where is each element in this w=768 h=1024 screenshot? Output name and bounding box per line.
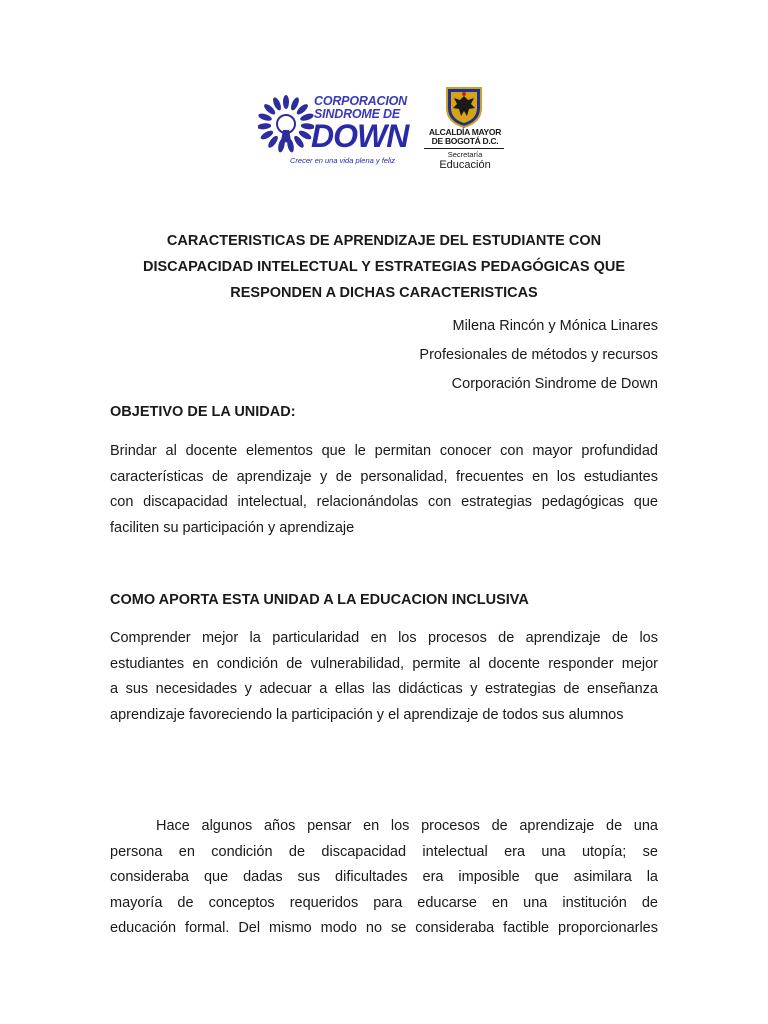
objetivo-line: Brindar al docente elementos que le permitan conocer con mayor profundidad (110, 443, 658, 459)
objetivo-line: con discapacidad intelectual, relacionándolas con estrategias pedagógicas que (110, 494, 658, 510)
alcaldia-logo-line2: DE BOGOTÁ D.C. (431, 136, 499, 146)
alcaldia-logo-line4: Educación (439, 159, 491, 171)
corporacion-logo-line3: DOWN (311, 118, 409, 154)
title-line-3: RESPONDEN A DICHAS CARACTERISTICAS (230, 285, 538, 301)
title-line-2: DISCAPACIDAD INTELECTUAL Y ESTRATEGIAS PEDAGÓGICAS QUE (142, 259, 626, 275)
aporte-line: Comprender mejor la particularidad en los procesos de aprendizaje de los (110, 630, 658, 646)
aporte-heading: COMO APORTA ESTA UNIDAD A LA EDUCACION INCLUSIVA (110, 592, 529, 608)
corporacion-logo-line2: SINDROME DE (314, 107, 401, 121)
objetivo-line: faciliten su participación y aprendizaje (110, 519, 355, 536)
authors-names: Milena Rincón y Mónica Linares (452, 318, 658, 334)
body-line: mayoría de conceptos requeridos para educarse en una institución de (110, 894, 658, 911)
objetivo-heading: OBJETIVO DE LA UNIDAD: (110, 404, 296, 420)
alcaldia-logo-divider (424, 148, 504, 149)
alcaldia-bogota-logo (418, 86, 518, 178)
body-line: educación formal. Del mismo modo no se consideraba factible proporcionarles (110, 920, 658, 936)
document-title (110, 228, 658, 306)
body-line: Hace algunos años pensar en los procesos de aprendizaje de una (156, 818, 658, 834)
body-line: persona en condición de discapacidad intelectual era una utopía; se (110, 843, 658, 860)
aporte-line: a sus necesidades y adecuar a ellas las didácticas y estrategias de enseñanza (110, 681, 658, 697)
corporacion-emblem-icon (258, 86, 314, 166)
body-line: consideraba que dadas sus dificultades era imposible que asimilara la (110, 869, 658, 885)
bogota-shield-icon (445, 86, 483, 128)
aporte-line: aprendizaje favoreciendo la participación y el aprendizaje de todos sus alumnos (110, 706, 624, 723)
aporte-paragraph (110, 626, 658, 728)
objetivo-paragraph (110, 439, 658, 541)
body-paragraph (110, 814, 658, 942)
alcaldia-logo-line3: Secretaría (447, 150, 483, 159)
authors-role: Profesionales de métodos y recursos (419, 347, 658, 363)
corporacion-logo-line1: CORPORACION (314, 94, 407, 108)
objetivo-line: características de aprendizaje y de personalidad, frecuentes en los estudiantes (110, 468, 658, 485)
corporacion-logo-tagline: Crecer en una vida plena y feliz (290, 156, 396, 165)
body-line-first (110, 814, 658, 840)
authors-organization: Corporación Sindrome de Down (451, 376, 658, 392)
corporacion-sindrome-down-logo (258, 86, 408, 176)
alcaldia-logo-line1: ALCALDÍA MAYOR (428, 127, 502, 137)
aporte-line: estudiantes en condición de vulnerabilidad, permite al docente responder mejor (110, 655, 658, 672)
title-line-1: CARACTERISTICAS DE APRENDIZAJE DEL ESTUDIANTE CON (166, 233, 602, 249)
